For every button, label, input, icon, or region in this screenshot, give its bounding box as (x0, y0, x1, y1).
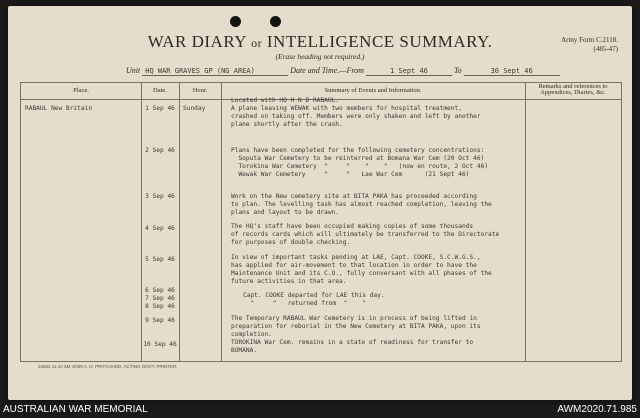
entry-summary: Work on the New cemetery site at BITA PAKA has proceeded according to plan. The levelling task has almost reached completion, leaving the plans and layout to be drawn. (231, 193, 492, 216)
col-header-date: Date. (153, 87, 167, 94)
col-header-summary: Summary of Events and Information. (324, 87, 422, 94)
war-diary-sheet (8, 6, 632, 400)
archive-accession-number: AWM2020.71.985 (557, 404, 637, 415)
archive-credit: AUSTRALIAN WAR MEMORIAL (3, 404, 148, 415)
entry-hour: Sunday (183, 105, 206, 112)
punch-hole-right (270, 16, 281, 27)
entry-date: 8 Sep 46 (145, 303, 175, 310)
printer-imprint: 34582 11.42 3M 4/009 A. H. PRITCHARD, ACTING GOVT. PRINTER. (38, 364, 178, 369)
entry-date: 1 Sep 46 (145, 105, 175, 112)
entry-date: 7 Sep 46 (145, 295, 175, 302)
unit-date-line: Unit HQ WAR GRAVES GP (NG AREA) Date and Time.—From 1 Sept 46 To 30 Sept 46 (126, 66, 560, 76)
entry-place: RABAUL New Britain (25, 105, 93, 112)
entry-summary: In view of important tasks pending at LAE, Capt. COOKE, S.C.W.G.S., has applied for air-movement to that location in order to have the Maintenance Unit and its C.O., fully conversant with all phases of the future activities in that area. (231, 254, 492, 285)
entry-summary: " " returned from " " (243, 300, 366, 307)
entry-summary: The Temporary RABAUL War Cemetery is in process of being lifted in preparation for reburial in the New Cemetery at BITA PAKA, upon its completion. (231, 315, 481, 338)
col-header-hour: Hour. (192, 87, 208, 94)
entry-summary: Capt. COOKE departed for LAE this day. (243, 292, 385, 299)
entry-date: 3 Sep 46 (145, 193, 175, 200)
entry-summary: TOROKINA War Cem. remains in a state of readiness for transfer to BOMANA. (231, 339, 474, 354)
entry-summary: Plans have been completed for the following cemetery concentrations: Soputa War Cemetery to be reinterred at Bomana War Cem (20 Oct 46) Torokina War Cemetery " " " " (now en route, 2 Oct 46) Wewak War Cemetery " " Lae War Cem (21 Sept 46) (231, 147, 489, 178)
diary-table (20, 82, 622, 362)
unit-value: HQ WAR GRAVES GP (NG AREA) (142, 67, 288, 76)
entry-date: 2 Sep 46 (145, 147, 175, 154)
punch-hole-left (230, 16, 241, 27)
col-header-remarks: Remarks and references to Appendices, Diaries, &c. (538, 83, 608, 96)
page-subtitle: (Erase heading not required.) (275, 52, 365, 61)
from-date: 1 Sept 46 (366, 67, 452, 76)
entry-date: 6 Sep 46 (145, 287, 175, 294)
army-form-number: Army Form C.2118. (485-47) (561, 36, 618, 53)
entry-summary: Located with HQ H N D RABAUL. A plane leaving WEWAK with two members for hospital treatment, crashed on taking off. Members were only shaken and left by another plane shortly after the crash. (231, 97, 481, 128)
entry-date: 5 Sep 46 (145, 256, 175, 263)
entry-date: 9 Sep 46 (145, 317, 175, 324)
col-header-place: Place. (73, 87, 89, 94)
to-date: 30 Sept 46 (464, 67, 560, 76)
entry-date: 4 Sep 46 (145, 225, 175, 232)
page-title: WAR DIARY or INTELLIGENCE SUMMARY. (147, 32, 493, 51)
entry-summary: The HQ's staff have been occupied making copies of some thousands of records cards which will ultimately be transferred to the Directorate for purposes of double checking. (231, 223, 500, 246)
entry-date: 10 Sep 46 (143, 341, 177, 348)
